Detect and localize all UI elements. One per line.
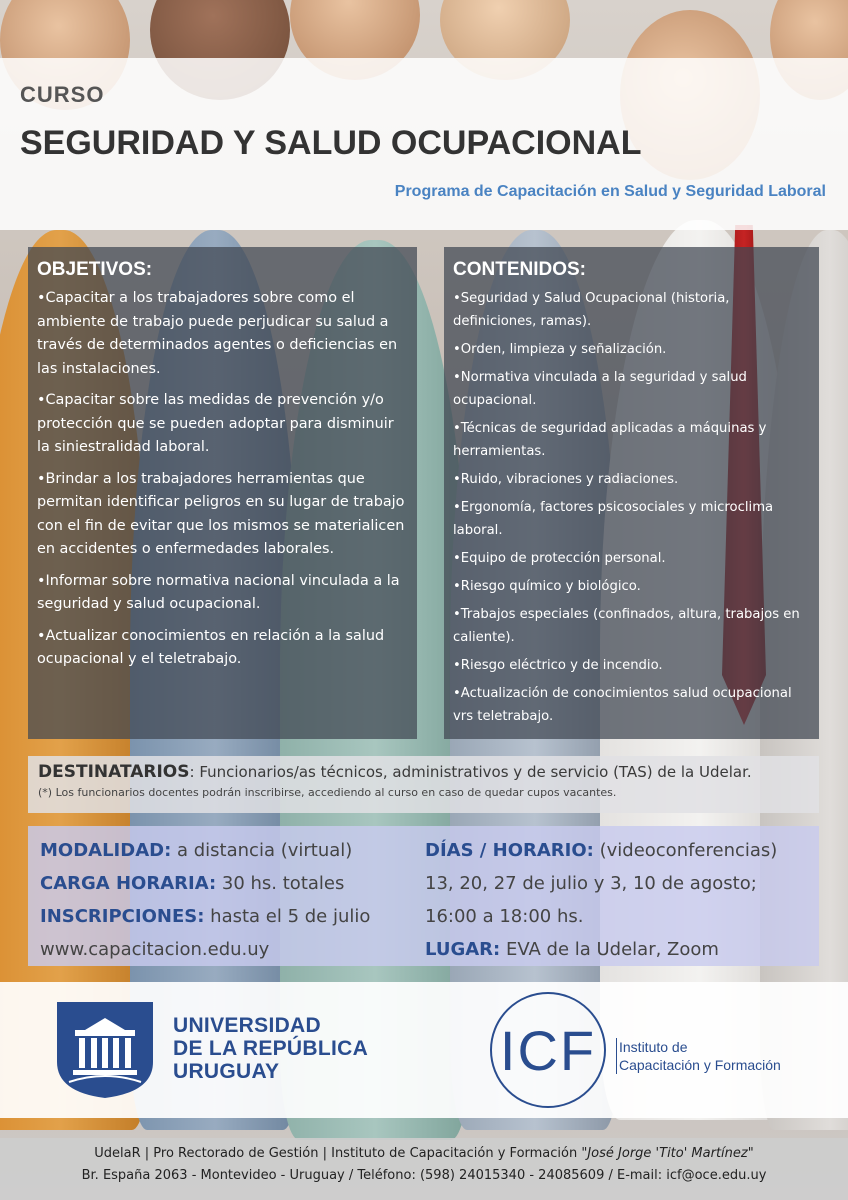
content-item: •Actualización de conocimientos salud ocupacional vrs teletrabajo. — [453, 686, 792, 724]
udelar-line: URUGUAY — [173, 1060, 280, 1083]
content-item: •Normativa vinculada a la seguridad y salud ocupacional. — [453, 370, 747, 408]
content-item: •Orden, limpieza y señalización. — [453, 342, 667, 357]
venue-row — [425, 933, 777, 966]
udelar-line: DE LA REPÚBLICA — [173, 1037, 369, 1060]
footer-honoree: José Jorge 'Tito' Martínez — [587, 1146, 748, 1161]
course-kicker: CURSO — [20, 82, 105, 107]
objective-item: •Brindar a los trabajadores herramientas que permitan identificar peligros en su lugar de trabajo con el fin de evitar que los mismos se materialicen en accidentes o enfermedades laborales. — [37, 470, 405, 557]
content-item: •Equipo de protección personal. — [453, 551, 666, 566]
audience-line — [38, 762, 809, 782]
workload-row — [40, 867, 370, 900]
audience-box — [28, 756, 819, 813]
course-info-left — [40, 834, 370, 966]
contents-panel — [444, 247, 819, 739]
objectives-heading: OBJETIVOS: — [37, 259, 153, 280]
venue-value: EVA de la Udelar, Zoom — [505, 939, 719, 960]
workload-label: CARGA HORARIA: — [40, 873, 217, 894]
footer-text: " — [747, 1146, 754, 1161]
objective-item: •Capacitar sobre las medidas de prevención y/o protección que se pueden adoptar para disminuir la siniestralidad laboral. — [37, 392, 394, 455]
content-item: •Ergonomía, factores psicosociales y microclima laboral. — [453, 500, 774, 538]
content-item: •Riesgo químico y biológico. — [453, 579, 641, 594]
registration-label: INSCRIPCIONES: — [40, 906, 205, 927]
udelar-line: UNIVERSIDAD — [173, 1014, 321, 1037]
audience-note: (*) Los funcionarios docentes podrán inscribirse, accediendo al curso en caso de quedar cupos vacantes. — [38, 786, 617, 799]
audience-label: DESTINATARIOS — [38, 762, 190, 782]
registration-value: hasta el 5 de julio — [210, 906, 371, 927]
objective-item: •Capacitar a los trabajadores sobre como el ambiente de trabajo puede perjudicar su salud a través de determinados agentes o deficiencias en las instalaciones. — [37, 290, 398, 377]
venue-label: LUGAR: — [425, 939, 501, 960]
icf-line: Capacitación y Formación — [619, 1057, 781, 1073]
icf-mark: ICF — [499, 1018, 597, 1082]
udelar-crest-icon — [55, 1000, 155, 1100]
workload-value: 30 hs. totales — [221, 873, 345, 894]
website-link[interactable]: www.capacitacion.edu.uy — [40, 939, 270, 960]
modality-row — [40, 834, 370, 867]
icf-line: Instituto de — [619, 1039, 688, 1055]
content-item: •Riesgo eléctrico y de incendio. — [453, 658, 663, 673]
icf-name — [616, 1038, 781, 1074]
content-item: •Trabajos especiales (confinados, altura, trabajos en caliente). — [453, 607, 800, 645]
schedule-label: DÍAS / HORARIO: — [425, 840, 594, 861]
course-info-right — [425, 834, 777, 966]
footer-text: UdelaR | Pro Rectorado de Gestión | Instituto de Capacitación y Formación " — [94, 1146, 588, 1161]
objectives-panel — [28, 247, 417, 739]
schedule-value: (videoconferencias) — [599, 840, 778, 861]
udelar-name — [173, 1014, 368, 1083]
audience-text: : Funcionarios/as técnicos, administrativos y de servicio (TAS) de la Udelar. — [189, 763, 752, 781]
contents-list — [453, 287, 813, 728]
modality-value: a distancia (virtual) — [177, 840, 353, 861]
objectives-list — [37, 287, 409, 672]
content-item: •Ruido, vibraciones y radiaciones. — [453, 472, 679, 487]
dates-row: 13, 20, 27 de julio y 3, 10 de agosto; — [425, 873, 757, 894]
content-item: •Técnicas de seguridad aplicadas a máquinas y herramientas. — [453, 421, 767, 459]
objective-item: •Actualizar conocimientos en relación a la salud ocupacional y el teletrabajo. — [37, 627, 385, 667]
schedule-row — [425, 834, 777, 867]
page-title: SEGURIDAD Y SALUD OCUPACIONAL — [20, 124, 642, 162]
content-item: •Seguridad y Salud Ocupacional (historia, definiciones, ramas). — [453, 291, 730, 329]
footer-institutions — [0, 1146, 848, 1161]
footer-contact: Br. España 2063 - Montevideo - Uruguay / Teléfono: (598) 24015340 - 24085609 / E-mail: icf@oce.edu.uy — [81, 1168, 767, 1183]
icf-logo — [490, 992, 606, 1108]
objective-item: •Informar sobre normativa nacional vinculada a la seguridad y salud ocupacional. — [37, 572, 400, 612]
registration-row — [40, 900, 370, 933]
modality-label: MODALIDAD: — [40, 840, 172, 861]
hours-row: 16:00 a 18:00 hs. — [425, 906, 584, 927]
contents-heading: CONTENIDOS: — [453, 259, 586, 280]
program-subtitle: Programa de Capacitación en Salud y Seguridad Laboral — [394, 183, 826, 200]
